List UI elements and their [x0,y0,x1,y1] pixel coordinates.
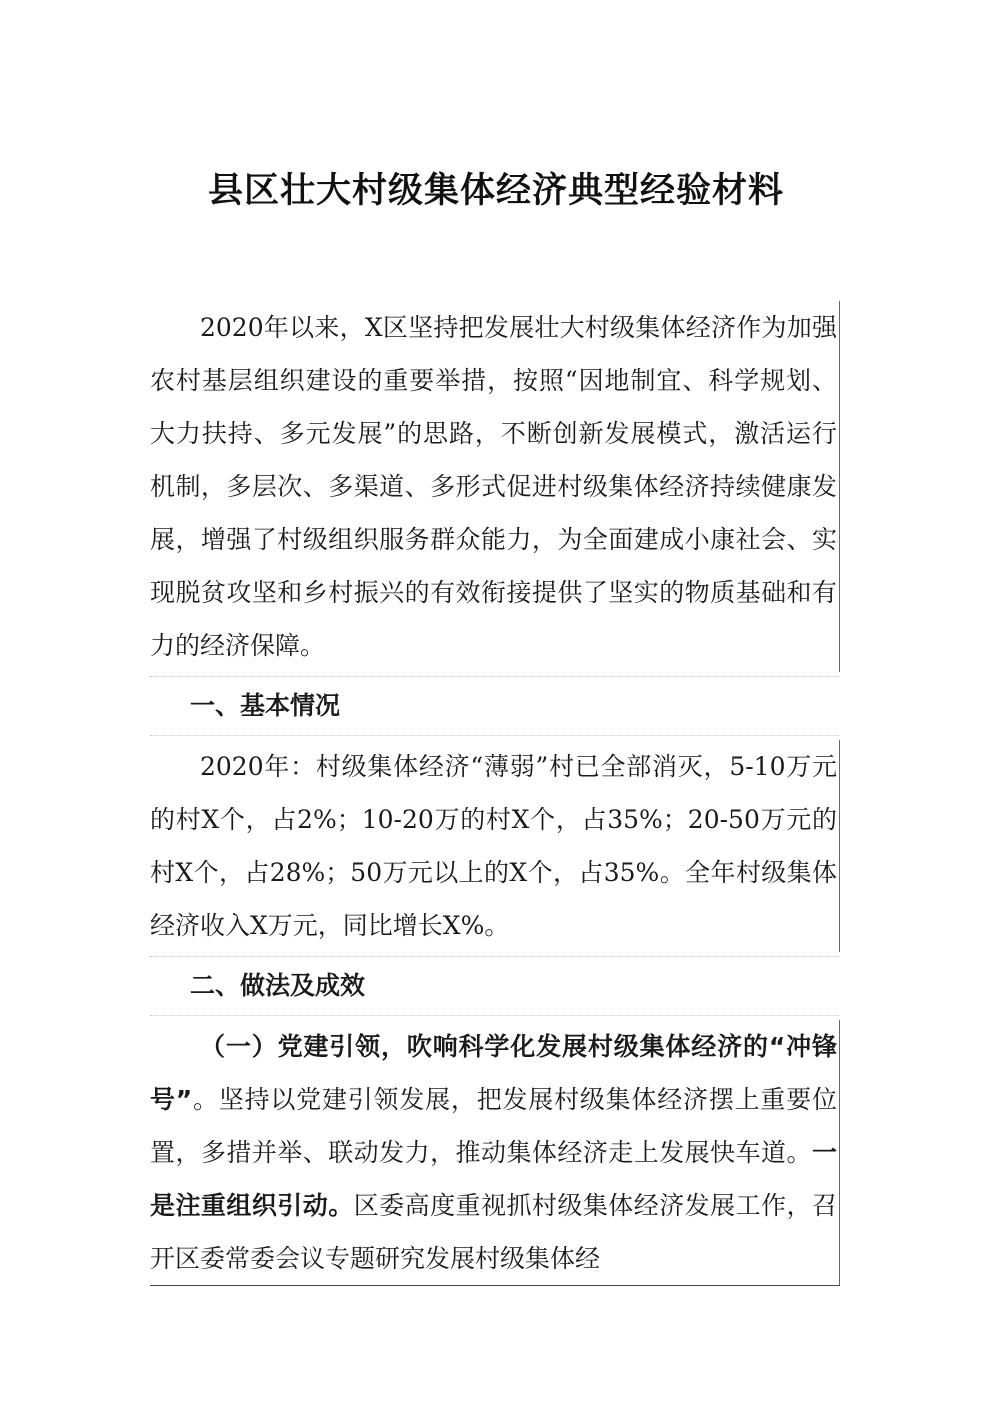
intro-paragraph: 2020年以来，X区坚持把发展壮大村级集体经济作为加强农村基层组织建设的重要举措，按照“因地制宜、科学规划、大力扶持、多元发展”的思路，不断创新发展模式，激活运行机制，多层次、多渠道、多形式促进村级集体经济持续健康发展，增强了村级组织服务群众能力，为全面建成小康社会、实现脱贫攻坚和乡村振兴的有效衔接提供了坚实的物质基础和有力的经济保障。 [150,301,840,672]
lead-text: 区委高度重视抓村级集体经济发展工作，召开区委常委会议专题研究发展村级集体经 [150,1191,837,1273]
document-title: 县区壮大村级集体经济典型经验材料 [207,171,784,211]
sub-heading-party-building: （一）党建引领，吹响科学化发展村级集体经济的“冲锋号” [150,1032,837,1114]
section-heading-practices: 二、做法及成效 [190,971,366,1000]
lead-phrase: 一是注重组织引动。 [150,1138,837,1220]
divider [150,956,840,957]
page-bottom-rule [150,1285,840,1286]
practices-paragraph [150,1020,840,1285]
divider [150,735,840,736]
divider [150,676,840,677]
section-heading-basic-situation: 一、基本情况 [190,691,341,720]
sub-heading-text: 。坚持以党建引领发展，把发展村级集体经济摆上重要位置，多措并举、联动发力，推动集体经济走上发展快车道。 [150,1085,837,1167]
divider [150,1015,840,1016]
document-body [150,301,840,1290]
basic-situation-paragraph: 2020年：村级集体经济“薄弱”村已全部消灭，5-10万元的村X个，占2%；10-20万的村X个，占35%；20-50万元的村X个，占28%；50万元以上的X个，占35%。全年村级集体经济收入X万元，同比增长X%。 [150,740,840,952]
